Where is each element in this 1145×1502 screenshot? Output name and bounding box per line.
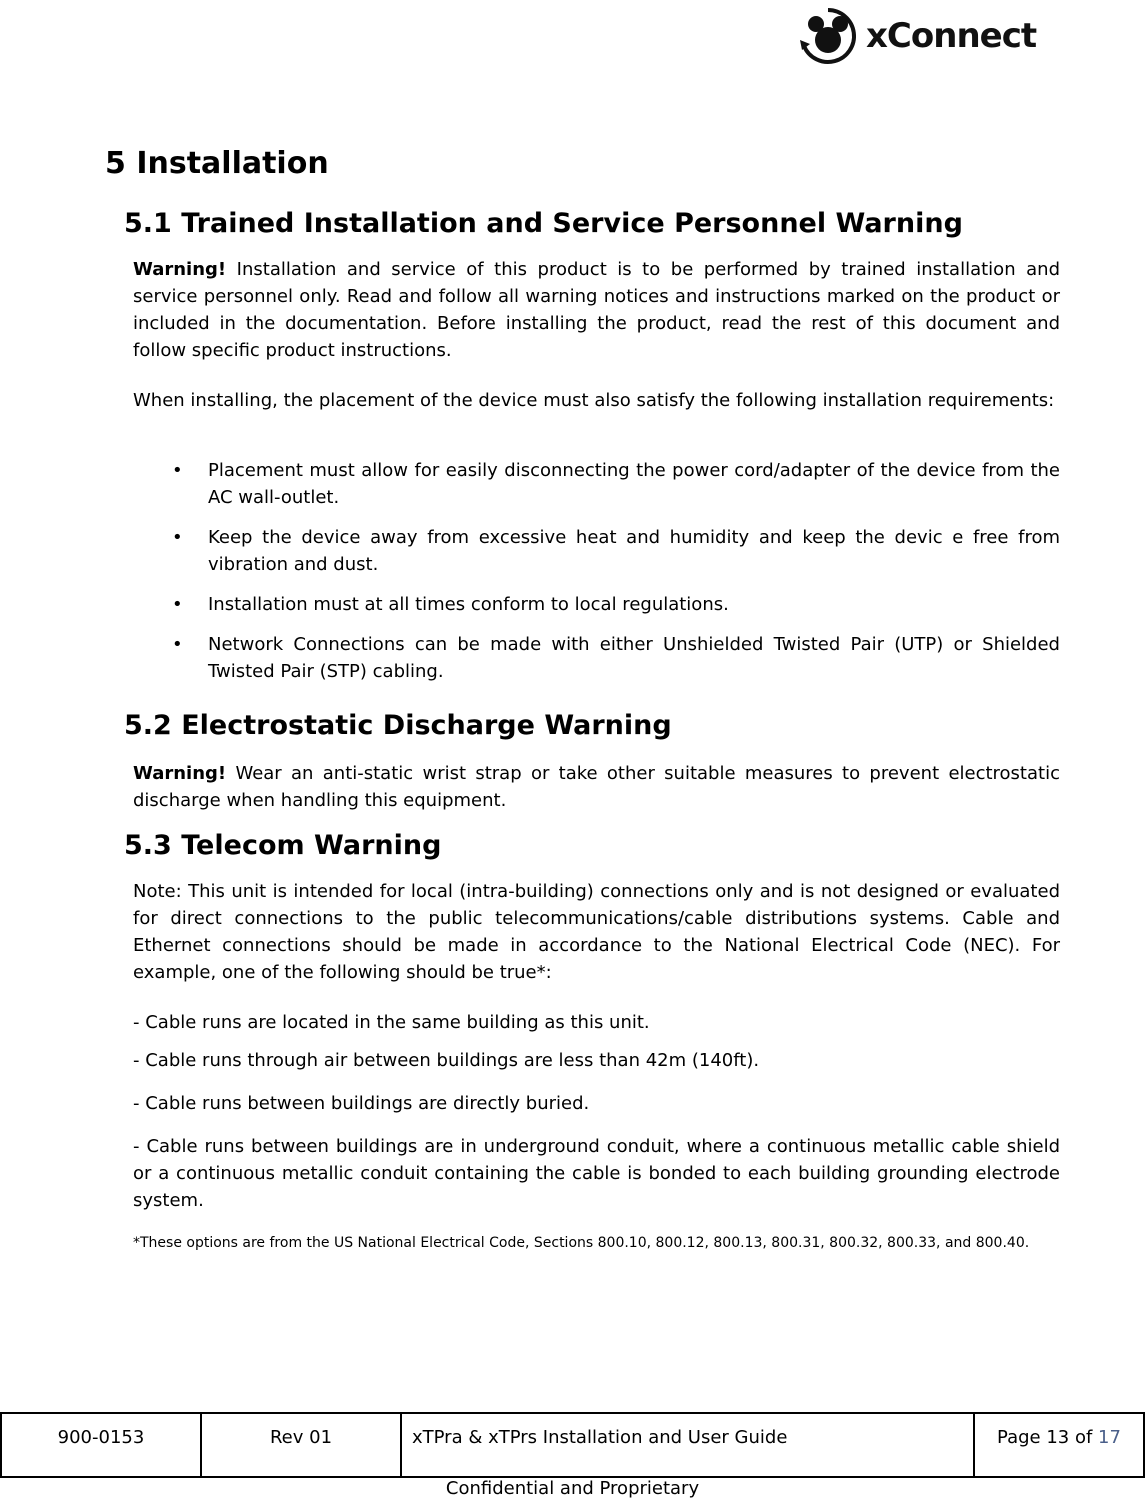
footer-doc-number: 900-0153	[1, 1413, 201, 1477]
mouse-ears-logo-icon	[796, 6, 860, 66]
warning-label: Warning!	[133, 259, 227, 280]
warning-paragraph-5-1	[133, 256, 1060, 364]
warning-text: Installation and service of this product is to be performed by trained installation and service personnel only. Read and follow all warning notices and instructions marked on the product or included in the documentation. Before installing the product, read the rest of this document and follow specific product instructions.	[133, 259, 1060, 361]
warning-label: Warning!	[133, 763, 227, 784]
confidential-notice: Confidential and Proprietary	[445, 1478, 700, 1499]
section-heading-installation: 5 Installation	[105, 146, 329, 181]
list-item-text: Installation must at all times conform to local regulations.	[208, 594, 729, 615]
warning-text: Wear an anti-static wrist strap or take other suitable measures to prevent electrostatic discharge when handling this equipment.	[133, 763, 1060, 811]
logo-wordmark: xConnect	[866, 16, 1037, 56]
telecom-note: Note: This unit is intended for local (intra-building) connections only and is not designed or evaluated for direct connections to the public telecommunications/cable distributions systems. Cable and Ethernet connections should be made in accordance to the National Electrical Code (NEC). For example, one of the following should be true*:	[133, 881, 1060, 983]
section-heading-5-2: 5.2 Electrostatic Discharge Warning	[124, 710, 672, 741]
requirements-list	[168, 457, 1060, 698]
section-heading-5-3: 5.3 Telecom Warning	[124, 830, 442, 861]
bullet-icon: •	[172, 527, 183, 548]
footer-title: xTPra & xTPrs Installation and User Guide	[401, 1413, 974, 1477]
installation-intro: When installing, the placement of the device must also satisfy the following installation requirements:	[133, 390, 1055, 411]
telecom-item: - Cable runs between buildings are in underground conduit, where a continuous metallic cable shield or a continuous metallic conduit containing the cable is bonded to each building grounding electrode system.	[133, 1136, 1060, 1211]
footer-table	[0, 1412, 1145, 1478]
bullet-icon: •	[172, 634, 183, 655]
footer-page-total: 17	[1098, 1427, 1121, 1448]
list-item	[168, 457, 1060, 511]
section-heading-5-1: 5.1 Trained Installation and Service Personnel Warning	[124, 208, 963, 239]
list-item-text: Placement must allow for easily disconnecting the power cord/adapter of the device from the AC wall-outlet.	[208, 460, 1060, 508]
footer-revision: Rev 01	[201, 1413, 401, 1477]
list-item	[168, 631, 1060, 685]
list-item-text: Network Connections can be made with either Unshielded Twisted Pair (UTP) or Shielded Twisted Pair (STP) cabling.	[208, 634, 1060, 682]
footer-page-number	[974, 1413, 1144, 1477]
warning-paragraph-5-2	[133, 760, 1060, 814]
list-item	[168, 591, 1060, 618]
bullet-icon: •	[172, 594, 183, 615]
header-logo	[796, 6, 1066, 66]
list-item	[168, 524, 1060, 578]
telecom-item: - Cable runs through air between buildings are less than 42m (140ft).	[133, 1050, 760, 1071]
telecom-item: - Cable runs between buildings are directly buried.	[133, 1093, 590, 1114]
list-item-text: Keep the device away from excessive heat and humidity and keep the devic e free from vibration and dust.	[208, 527, 1060, 575]
footnote: *These options are from the US National Electrical Code, Sections 800.10, 800.12, 800.13, 800.31, 800.32, 800.33, and 800.40.	[133, 1235, 1030, 1251]
bullet-icon: •	[172, 460, 183, 481]
footer-page-label: Page 13 of	[997, 1427, 1093, 1448]
telecom-item: - Cable runs are located in the same building as this unit.	[133, 1012, 650, 1033]
